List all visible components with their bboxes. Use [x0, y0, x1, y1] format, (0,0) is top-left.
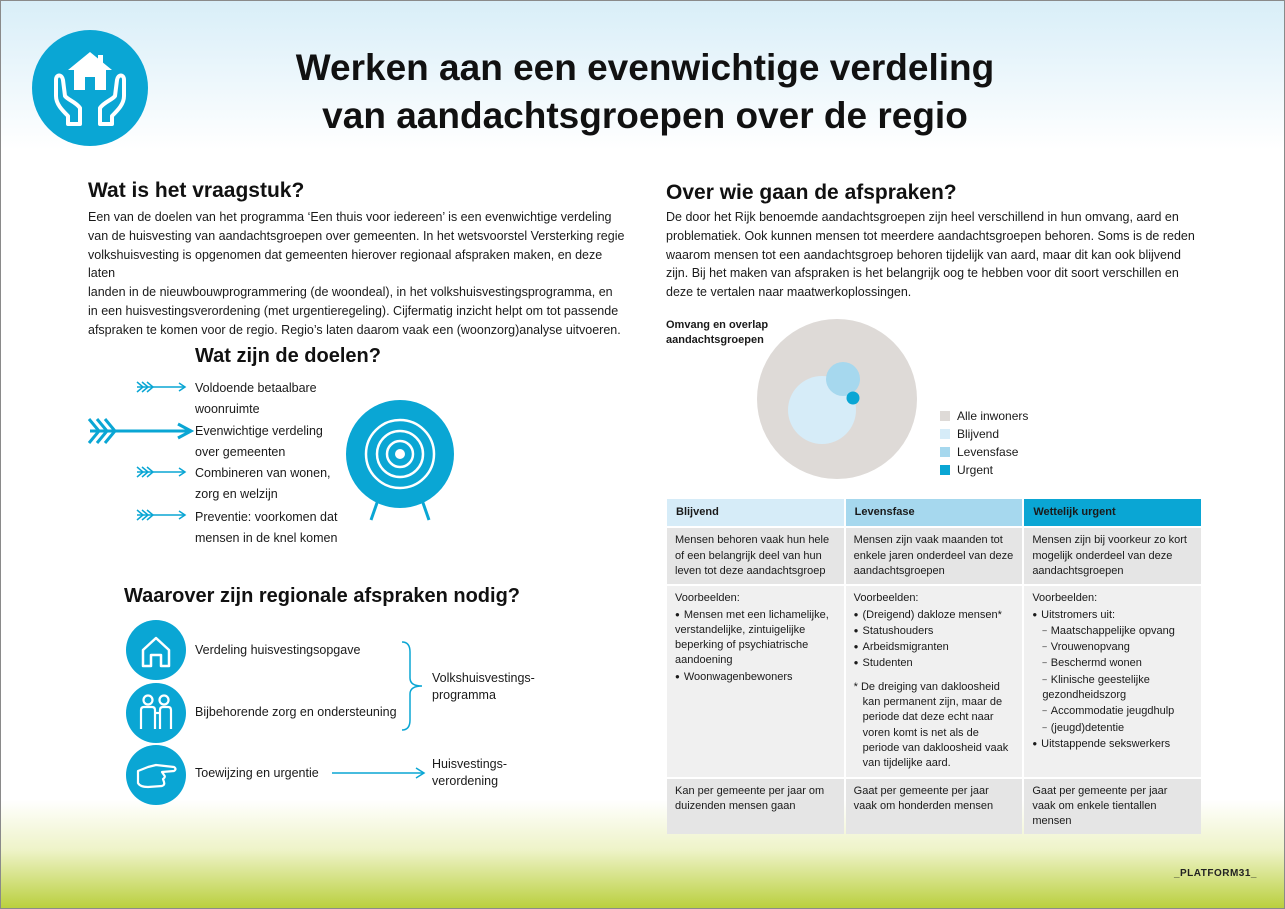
- table-header-row: [667, 499, 1201, 526]
- title-line-2: van aandachtsgroepen over de regio: [322, 95, 968, 136]
- sub-list-item: – Vrouwenopvang: [1042, 639, 1193, 655]
- small-arrow-icon: [135, 465, 187, 479]
- vraagstuk-paragraph: [88, 208, 628, 340]
- goal-line: over gemeenten: [195, 445, 286, 459]
- over-wie-line: De door het Rijk benoemde aandachtsgroepen zijn heel verschillend in hun omvang, aard en: [666, 210, 1179, 224]
- examples-list: [854, 607, 1015, 672]
- page-title: [240, 44, 1050, 140]
- chart-title-line: aandachtsgroepen: [666, 334, 764, 346]
- table-header: Wettelijk urgent: [1024, 499, 1201, 526]
- sub-list-item: – Accommodatie jeugdhulp: [1042, 703, 1193, 719]
- goal-item: [195, 463, 355, 505]
- vraagstuk-line: landen in de nieuwbouwprogrammering (de woondeal), in het volkshuisvestingsprogramma, en: [88, 285, 613, 300]
- list-item: ● Woonwagenbewoners: [675, 669, 836, 685]
- vraagstuk-line: afspraken te komen voor de regio. Regio’s laten daarom vaak een (woonzorg)analyse uitvoeren.: [88, 322, 621, 337]
- target-line: Volkshuisvestings-: [432, 671, 535, 685]
- legend-swatch: [940, 429, 950, 439]
- legend-label: Urgent: [957, 463, 994, 477]
- house-in-hands-icon: [32, 30, 148, 146]
- target-line: Huisvestings-: [432, 757, 508, 771]
- goal-line: Evenwichtige verdeling: [195, 424, 323, 438]
- vraagstuk-line: Een van de doelen van het programma ‘Een thuis voor iedereen’ is een evenwichtige verdeling: [88, 210, 612, 224]
- table-row: [667, 528, 1201, 584]
- over-wie-line: waarom mensen tot een aandachtsgroep behoren tijdelijk van aard, maar dit kan ook blijvend: [666, 247, 1181, 262]
- goal-line: zorg en welzijn: [195, 487, 278, 501]
- chart-title: [666, 318, 768, 348]
- afspraken-heading: Waarover zijn regionale afspraken nodig?: [124, 585, 521, 607]
- goal-line: Combineren van wonen,: [195, 466, 331, 480]
- brace-icon: [398, 640, 428, 732]
- sub-list-item: – Maatschappelijke opvang: [1042, 623, 1193, 639]
- list-item: ● Statushouders: [854, 623, 1015, 639]
- circle-levensfase: [826, 362, 860, 396]
- table-header: Blijvend: [667, 499, 844, 526]
- pointing-hand-icon: [126, 745, 186, 805]
- afspraak-label: Verdeling huisvestingsopgave: [195, 643, 361, 657]
- legend-label: Alle inwoners: [957, 409, 1029, 423]
- target-label: [432, 756, 507, 790]
- legend-swatch: [940, 447, 950, 457]
- chart-title-line: Omvang en overlap: [666, 319, 769, 331]
- afspraak-label: Bijbehorende zorg en ondersteuning: [195, 705, 397, 719]
- table-cell: Gaat per gemeente per jaar vaak om enkele tientallen mensen: [1024, 779, 1201, 835]
- goal-line: mensen in de knel komen: [195, 531, 338, 545]
- goal-item: [195, 378, 355, 420]
- examples-label: Voorbeelden:: [853, 592, 919, 605]
- table-cell: Mensen behoren vaak hun hele of een belangrijk deel van hun leven tot deze aandachtsgroep: [667, 528, 844, 584]
- sub-list-item: – (jeugd)detentie: [1042, 720, 1193, 736]
- legend-label: Levensfase: [957, 445, 1019, 459]
- table-row: [667, 779, 1201, 835]
- over-wie-line: zijn. Bij het maken van afspraken is het belangrijk oog te hebben voor dit soort verschillen en: [666, 266, 1179, 281]
- list-item: ● Studenten: [854, 655, 1015, 671]
- list-item: ● (Dreigend) dakloze mensen*: [854, 607, 1015, 623]
- legend-item: [940, 407, 1028, 425]
- footnote: * De dreiging van dakloosheid kan permanent zijn, maar de periode dat deze echt naar voren komt is net als de periode van dakloosheid vaak van tijdelijke aard.: [853, 680, 1009, 770]
- legend-item: [940, 443, 1028, 461]
- target-line: verordening: [432, 774, 499, 788]
- table-cell: Mensen zijn bij voorkeur zo kort mogelijk onderdeel van deze aandachtsgroepen: [1024, 528, 1201, 584]
- legend-swatch: [940, 465, 950, 475]
- goal-line: Preventie: voorkomen dat: [195, 510, 338, 524]
- over-wie-paragraph: [666, 208, 1211, 302]
- vraagstuk-line: van de huisvesting van aandachtsgroepen over gemeenten. In het wetsvoorstel Versterking regie: [88, 228, 625, 243]
- legend-label: Blijvend: [957, 427, 1000, 441]
- target-icon: [343, 400, 457, 522]
- table-cell: [1024, 586, 1201, 776]
- examples-list: [1032, 607, 1193, 753]
- over-wie-line: deze te vertalen naar maatwerkoplossingen.: [666, 285, 912, 300]
- table-cell: [846, 586, 1023, 776]
- legend-item: [940, 425, 1028, 443]
- examples-label: Voorbeelden:: [1032, 592, 1098, 605]
- table-cell: Kan per gemeente per jaar om duizenden mensen gaan: [667, 779, 844, 835]
- afspraak-label: Toewijzing en urgentie: [195, 766, 319, 780]
- people-icon: [126, 683, 186, 743]
- list-item-text: Uitstromers uit:: [1041, 608, 1116, 621]
- table-cell: Mensen zijn vaak maanden tot enkele jaren onderdeel van deze aandachtsgroepen: [846, 528, 1023, 584]
- table-cell: Gaat per gemeente per jaar vaak om honderden mensen: [846, 779, 1023, 835]
- aandachtsgroepen-table: [665, 497, 1203, 836]
- doelen-heading: Wat zijn de doelen?: [195, 345, 381, 367]
- list-item: [1032, 607, 1193, 736]
- table-header: Levensfase: [846, 499, 1023, 526]
- goal-line: Voldoende betaalbare: [195, 381, 317, 395]
- large-arrow-icon: [86, 416, 194, 446]
- overlap-circles-chart: [757, 318, 917, 480]
- title-line-1: Werken aan een evenwichtige verdeling: [295, 47, 995, 88]
- house-icon: [126, 620, 186, 680]
- vraagstuk-line: volkshuisvesting is opgenomen dat gemeenten hierover regionaal afspraken maken, en deze laten: [88, 247, 603, 281]
- list-item: ● Arbeidsmigranten: [854, 639, 1015, 655]
- list-item: ● Mensen met een lichamelijke, verstandelijke, zintuigelijke beperking of psychiatrische aandoening: [675, 607, 836, 669]
- small-arrow-icon: [135, 508, 187, 522]
- goal-item: [195, 421, 355, 463]
- legend-item: [940, 461, 1028, 479]
- vraagstuk-line: in een huisvestingsverordening (met urgentieregeling). Cijfermatig inzicht helpt om tot passende: [88, 303, 619, 318]
- over-wie-line: problematiek. Ook kunnen mensen tot meerdere aandachtsgroepen behoren. Soms is de reden: [666, 228, 1195, 243]
- target-line: programma: [432, 688, 496, 702]
- examples-list: [675, 607, 836, 685]
- over-wie-heading: Over wie gaan de afspraken?: [666, 181, 957, 204]
- chart-legend: [940, 407, 1028, 479]
- circle-urgent: [847, 392, 860, 405]
- goal-item: [195, 507, 355, 549]
- target-label: [432, 670, 535, 704]
- table-row: [667, 586, 1201, 776]
- goal-line: woonruimte: [195, 402, 260, 416]
- small-arrow-icon: [135, 380, 187, 394]
- platform31-logo: _PLATFORM31_: [1173, 868, 1257, 879]
- examples-label: Voorbeelden:: [675, 592, 740, 605]
- legend-swatch: [940, 411, 950, 421]
- table-cell: [667, 586, 844, 776]
- list-item: ● Uitstappende sekswerkers: [1032, 736, 1193, 752]
- arrow-right-icon: [330, 766, 426, 780]
- sub-list: [1032, 623, 1193, 736]
- sub-list-item: – Klinische geestelijke gezondheidszorg: [1042, 672, 1193, 704]
- sub-list-item: – Beschermd wonen: [1042, 655, 1193, 671]
- vraagstuk-heading: Wat is het vraagstuk?: [88, 179, 305, 202]
